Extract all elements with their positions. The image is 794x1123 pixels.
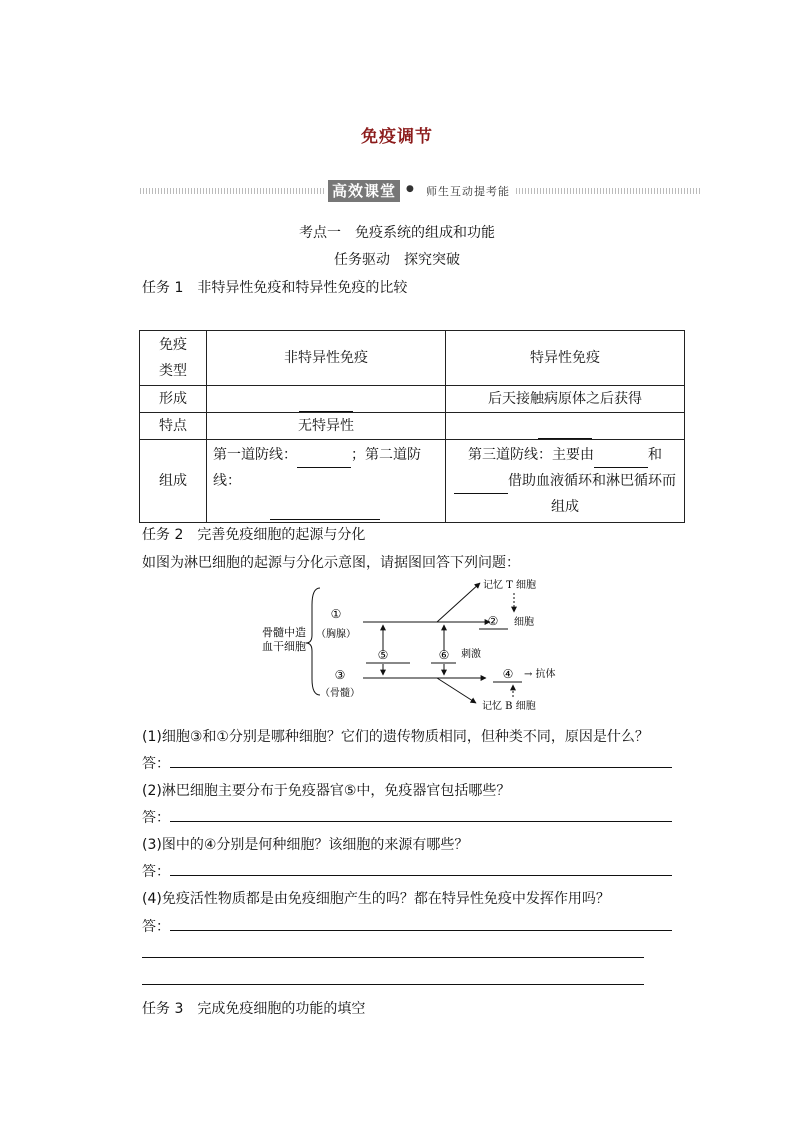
row-label-feature: 特点 <box>140 413 207 440</box>
node-3: ③ <box>334 668 346 682</box>
answer-label-3: 答： <box>142 864 170 880</box>
source-brace <box>306 588 320 695</box>
antibody-label: → 抗体 <box>524 669 556 680</box>
question-2: (2)淋巴细胞主要分布于免疫器官⑤中，免疫器官包括哪些？ <box>142 783 511 799</box>
feature-specific-blank[interactable] <box>446 413 685 440</box>
answer-line-4[interactable] <box>170 930 672 931</box>
banner-hatch-right <box>516 188 700 194</box>
section-banner <box>140 180 700 202</box>
node-1: ① <box>330 607 342 621</box>
answer-label-1: 答： <box>142 756 170 772</box>
feature-nonspecific: 无特异性 <box>207 413 446 440</box>
row-label-formation: 形成 <box>140 386 207 413</box>
third-line-blank-1[interactable] <box>594 451 648 468</box>
node-2: ② <box>487 614 499 628</box>
task2-intro: 如图为淋巴细胞的起源与分化示意图，请据图回答下列问题： <box>142 555 520 571</box>
node-6: ⑥ <box>438 648 450 662</box>
memory-t-cell: 记忆 T 细胞 <box>483 580 537 591</box>
task3-title: 任务 3 完成免疫细胞的功能的填空 <box>142 1001 366 1017</box>
node-2-cell-label: 细胞 <box>514 617 534 628</box>
answer-label-4: 答： <box>142 919 170 935</box>
arrow-to-memory-t <box>437 583 480 622</box>
third-line-label: 第三道防线：主要由 <box>468 447 594 463</box>
node-5: ⑤ <box>377 648 389 662</box>
header-nonspecific: 非特异性免疫 <box>207 331 446 386</box>
stimulus-label: 刺激 <box>461 649 481 660</box>
node-1-sub: （胸腺） <box>316 629 356 640</box>
answer-label-2: 答： <box>142 810 170 826</box>
arrow-to-memory-b <box>437 678 476 703</box>
memory-b-cell: 记忆 B 细胞 <box>482 701 536 712</box>
formation-specific: 后天接触病原体之后获得 <box>446 386 685 413</box>
question-3: (3)图中的④分别是何种细胞？该细胞的来源有哪些？ <box>142 837 469 853</box>
banner-hatch-left <box>140 188 326 194</box>
question-4: (4)免疫活性物质都是由免疫细胞产生的吗？都在特异性免疫中发挥作用吗？ <box>142 891 610 907</box>
table-row-feature <box>140 413 685 440</box>
formation-nonspecific-blank[interactable] <box>207 386 446 413</box>
third-line-blank-2[interactable] <box>454 477 508 494</box>
table-row-composition <box>140 440 685 523</box>
row-label-composition: 组成 <box>140 440 207 523</box>
second-line-label: ；第二道防线： <box>213 447 421 489</box>
task2-title: 任务 2 完善免疫细胞的起源与分化 <box>142 527 366 543</box>
answer-line-2[interactable] <box>170 821 672 822</box>
question-1: (1)细胞③和①分别是哪种细胞？它们的遗传物质相同，但种类不同，原因是什么？ <box>142 729 649 745</box>
answer-line-1[interactable] <box>170 767 672 768</box>
table-header-row <box>140 331 685 386</box>
banner-subtitle: 师生互动提考能 <box>426 185 510 198</box>
answer-line-4c[interactable] <box>142 984 644 985</box>
answer-line-3[interactable] <box>170 875 672 876</box>
lymphocyte-diagram <box>250 575 580 715</box>
task1-title: 任务 1 非特异性免疫和特异性免疫的比较 <box>142 280 408 296</box>
banner-label: 高效课堂 <box>328 180 400 202</box>
third-line-text: 借助血液循环和淋巴循环而 <box>508 473 676 489</box>
header-type-line2: 类型 <box>159 363 187 379</box>
composition-specific <box>446 440 685 523</box>
header-specific: 特异性免疫 <box>446 331 685 386</box>
node-3-sub: （骨髓） <box>320 688 360 699</box>
first-line-label: 第一道防线： <box>213 447 297 463</box>
third-line-end: 组成 <box>551 499 579 515</box>
page-title: 免疫调节 <box>361 127 433 147</box>
header-type-line1: 免疫 <box>159 337 187 353</box>
section-heading: 考点一 免疫系统的组成和功能 <box>299 225 495 241</box>
section-subheading: 任务驱动 探究突破 <box>334 252 460 268</box>
comparison-table <box>139 330 685 523</box>
second-line-blank[interactable] <box>270 503 380 520</box>
source-line1: 骨髓中造 <box>262 626 306 639</box>
answer-line-4b[interactable] <box>142 957 644 958</box>
header-type <box>140 331 207 386</box>
first-line-blank[interactable] <box>297 451 351 468</box>
third-line-and: 和 <box>648 447 662 463</box>
banner-dot-icon: ● <box>406 184 414 194</box>
source-line2: 血干细胞 <box>262 640 306 653</box>
node-4: ④ <box>502 667 514 681</box>
table-row-formation <box>140 386 685 413</box>
composition-nonspecific <box>207 440 446 523</box>
